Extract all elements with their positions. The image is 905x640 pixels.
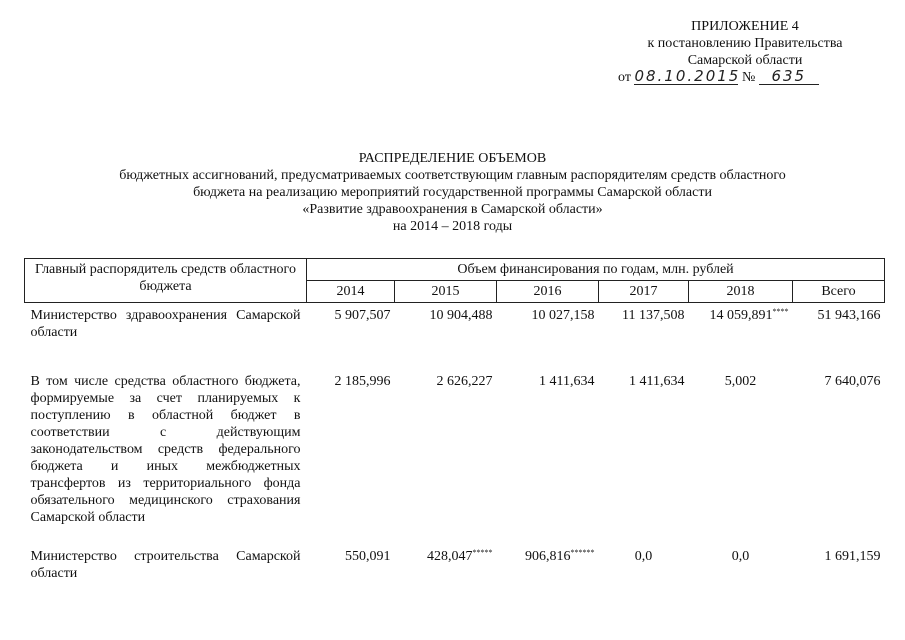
row-value: 2 185,996: [334, 374, 391, 389]
row-value: 10 027,158: [531, 308, 595, 323]
document-subtitle-line-3: «Развитие здравоохранения в Самарской области»: [302, 202, 603, 217]
row-value: 14 059,891****: [709, 307, 789, 323]
row-value: 0,0: [634, 549, 653, 564]
table-row: [25, 363, 885, 526]
row-distributor-name: Министерство строительства Самарской области: [30, 549, 301, 581]
document-subtitle-line-1: бюджетных ассигнований, предусматриваемых соответствующим главным распорядителям средств областного: [119, 168, 786, 183]
table-row: [25, 548, 885, 582]
appendix-date-line: [600, 69, 890, 86]
document-title-block: [0, 150, 905, 235]
date-prefix: от: [618, 70, 631, 85]
row-total: 7 640,076: [824, 374, 881, 389]
appendix-line-2: Самарской области: [687, 53, 803, 68]
handwritten-date: 08.10.2015: [634, 67, 741, 85]
header-total: Всего: [793, 281, 885, 303]
header-year: 2015: [395, 281, 497, 303]
header-year: 2018: [689, 281, 793, 303]
header-year: 2016: [497, 281, 599, 303]
row-value: 11 137,508: [622, 308, 685, 323]
row-value: 1 411,634: [539, 374, 595, 389]
appendix-title: ПРИЛОЖЕНИЕ 4: [691, 19, 799, 34]
footnote-mark: ******: [570, 548, 595, 557]
row-value: 5,002: [724, 374, 757, 389]
handwritten-number: 635: [759, 69, 819, 85]
row-value: 10 904,488: [429, 308, 493, 323]
funding-table: [24, 258, 885, 582]
row-value: 0,0: [731, 549, 750, 564]
row-value: 550,091: [345, 549, 391, 564]
footnote-mark: ****: [772, 307, 789, 316]
row-value: 5 907,507: [334, 308, 391, 323]
document-subtitle-line-2: бюджета на реализацию мероприятий государственной программы Самарской области: [193, 185, 712, 200]
document-title: РАСПРЕДЕЛЕНИЕ ОБЪЕМОВ: [358, 151, 547, 166]
footnote-mark: *****: [472, 548, 493, 557]
row-value: 428,047*****: [427, 548, 493, 564]
row-value: 2 626,227: [436, 374, 493, 389]
document-subtitle-line-4: на 2014 – 2018 годы: [392, 219, 513, 234]
header-main-distributor: Главный распорядитель средств областного бюджета: [25, 259, 307, 303]
row-value: 906,816******: [525, 548, 595, 564]
appendix-line-1: к постановлению Правительства: [647, 36, 843, 51]
row-value: 1 411,634: [629, 374, 685, 389]
header-year: 2017: [599, 281, 689, 303]
appendix-header: [600, 18, 890, 86]
number-prefix: №: [741, 70, 756, 85]
row-distributor-name: Министерство здравоохранения Самарской области: [30, 308, 301, 340]
table-row: [25, 303, 885, 342]
header-year: 2014: [307, 281, 395, 303]
row-total: 51 943,166: [817, 308, 881, 323]
row-distributor-name: В том числе средства областного бюджета, формируемые за счет планируемых к поступлению в областной бюджет в соответствии с действующим законодательством средств федерального бюджета и иных межбюджетных трансфертов из территориального фонда обязательного медицинского страхования Самарской области: [30, 374, 301, 525]
row-total: 1 691,159: [824, 549, 881, 564]
header-funding: Объем финансирования по годам, млн. рублей: [307, 259, 885, 281]
